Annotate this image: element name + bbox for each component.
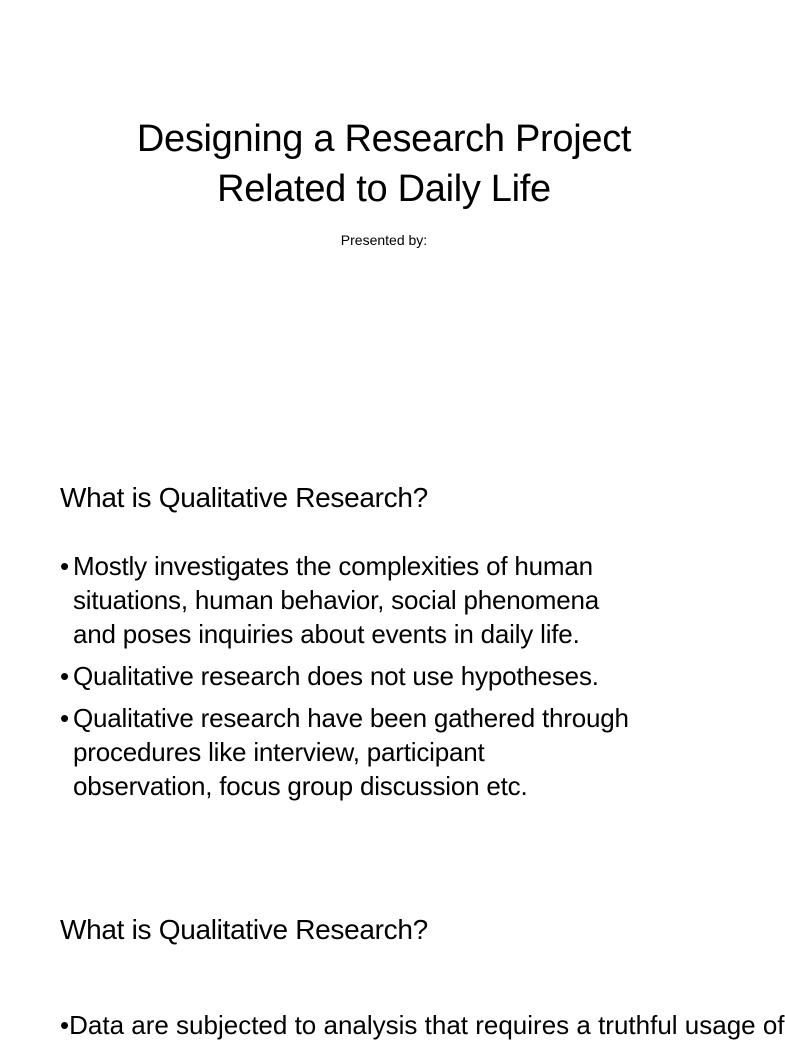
bullet-item [60, 659, 730, 693]
title-line-2: Related to Daily Life [217, 168, 551, 210]
slide-heading: What is Qualitative Research? [60, 914, 428, 945]
slide-title [0, 0, 768, 432]
bullet-text [73, 549, 730, 651]
bullet-line: observation, focus group discussion etc. [73, 771, 528, 801]
bullet-text [73, 659, 730, 693]
bullet-item [60, 701, 730, 803]
bullet-item [60, 549, 730, 651]
bullet-dot-icon: • [60, 551, 69, 581]
presentation-title [0, 114, 768, 214]
bullet-dot-icon: • [60, 703, 69, 733]
slide-qualitative-research [0, 432, 768, 864]
slide-heading: What is Qualitative Research? [60, 482, 428, 513]
bullet-line: Qualitative research have been gathered through [73, 703, 629, 733]
title-line-1: Designing a Research Project [136, 118, 632, 160]
bullet-line: Mostly investigates the complexities of human [73, 551, 593, 581]
bullet-list [60, 549, 730, 811]
partial-bullet-text: •Data are subjected to analysis that requires a truthful usage of [60, 1010, 785, 1040]
slide-qualitative-research-continued [0, 864, 785, 1040]
bullet-line: Qualitative research does not use hypotheses. [73, 661, 599, 691]
presented-by-label: Presented by: [340, 232, 428, 248]
bullet-text [73, 701, 730, 803]
bullet-line: situations, human behavior, social phenomena [73, 585, 599, 615]
bullet-dot-icon: • [60, 661, 69, 691]
bullet-line: procedures like interview, participant [73, 737, 485, 767]
bullet-line: and poses inquiries about events in daily life. [73, 619, 580, 649]
